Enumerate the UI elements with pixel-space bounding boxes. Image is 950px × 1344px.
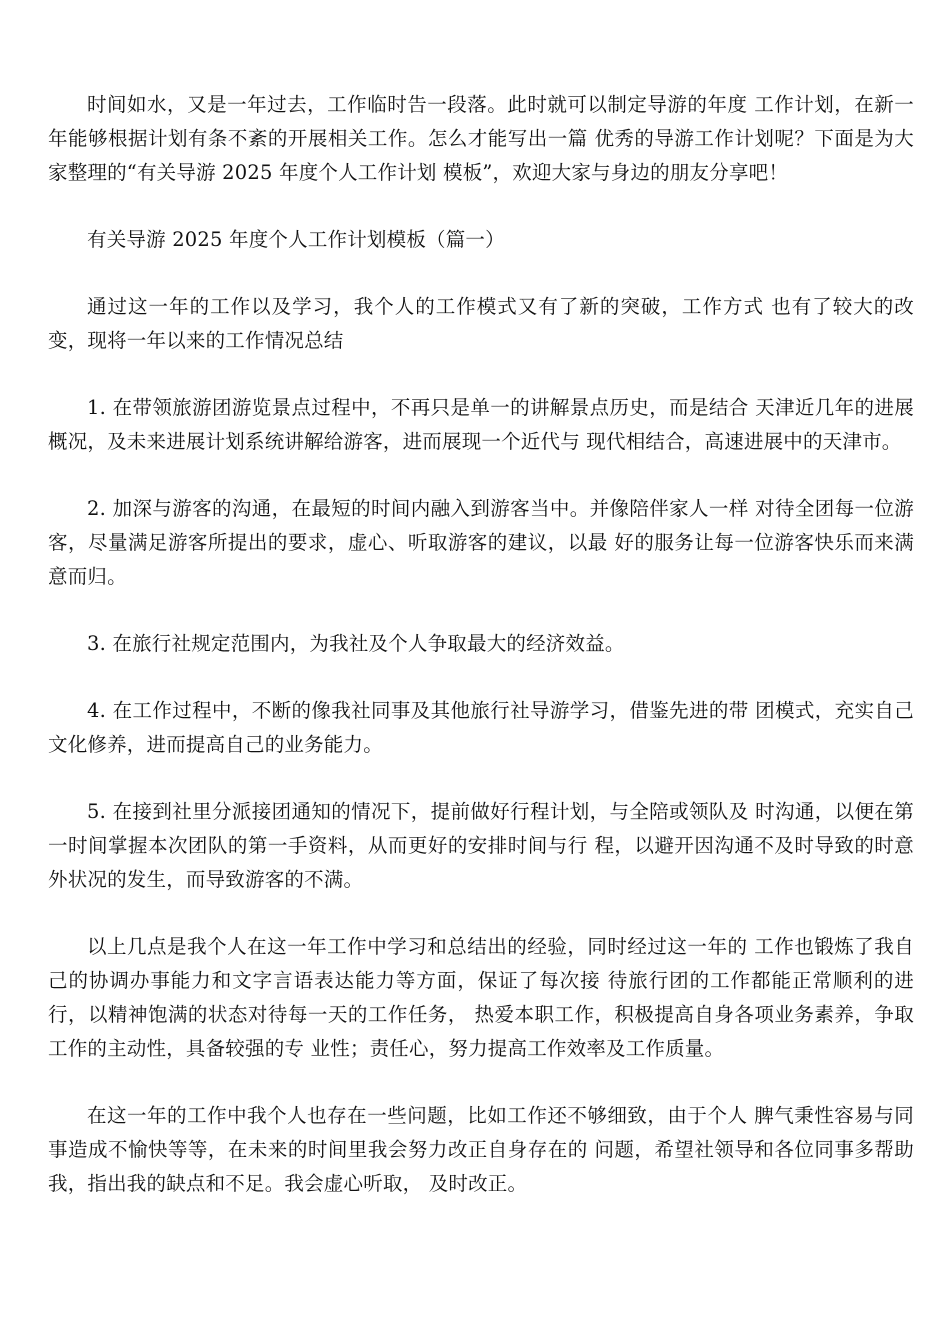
section-heading: 有关导游 2025 年度个人工作计划模板（篇一） — [87, 228, 505, 251]
intro-paragraph: 时间如水，又是一年过去，工作临时告一段落。此时就可以制定导游的年度 工作计划，在新一年能够根据计划有条不紊的开展相关工作。怎么才能写出一篇 优秀的导游工作计划呢？下面是为大家整理的“有关导游 2025 年度个人工作计划 模板”，欢迎大家与身边的朋友分享吧！ — [48, 93, 914, 184]
summary-paragraph: 通过这一年的工作以及学习，我个人的工作模式又有了新的突破，工作方式 也有了较大的改变，现将一年以来的工作情况总结 — [48, 295, 914, 352]
item-4-paragraph: 4. 在工作过程中，不断的像我社同事及其他旅行社导游学习，借鉴先进的带 团模式，充实自己文化修养，进而提高自己的业务能力。 — [48, 699, 914, 756]
document-page — [48, 88, 914, 1234]
item-2-paragraph: 2. 加深与游客的沟通，在最短的时间内融入到游客当中。并像陪伴家人一样 对待全团每一位游客，尽量满足游客所提出的要求，虚心、听取游客的建议，以最 好的服务让每一位游客快乐而来满意而归。 — [48, 497, 914, 588]
item-3-paragraph: 3. 在旅行社规定范围内，为我社及个人争取最大的经济效益。 — [87, 632, 625, 655]
experience-paragraph: 以上几点是我个人在这一年工作中学习和总结出的经验，同时经过这一年的 工作也锻炼了我自己的协调办事能力和文字言语表达能力等方面，保证了每次接 待旅行团的工作都能正常顺利的进行，以精神饱满的状态对待每一天的工作任务， 热爱本职工作，积极提高自身各项业务素养，争取工作的主动性，具备较强的专 业性；责任心，努力提高工作效率及工作质量。 — [48, 935, 914, 1060]
problems-paragraph: 在这一年的工作中我个人也存在一些问题，比如工作还不够细致，由于个人 脾气秉性容易与同事造成不愉快等等，在未来的时间里我会努力改正自身存在的 问题，希望社领导和各位同事多帮助我，指出我的缺点和不足。我会虚心听取， 及时改正。 — [48, 1104, 914, 1195]
item-5-paragraph: 5. 在接到社里分派接团通知的情况下，提前做好行程计划，与全陪或领队及 时沟通，以便在第一时间掌握本次团队的第一手资料，从而更好的安排时间与行 程，以避开因沟通不及时导致的时意外状况的发生，而导致游客的不满。 — [48, 800, 914, 891]
item-1-paragraph: 1. 在带领旅游团游览景点过程中，不再只是单一的讲解景点历史，而是结合 天津近几年的进展概况，及未来进展计划系统讲解给游客，进而展现一个近代与 现代相结合，高速进展中的天津市。 — [48, 396, 914, 453]
